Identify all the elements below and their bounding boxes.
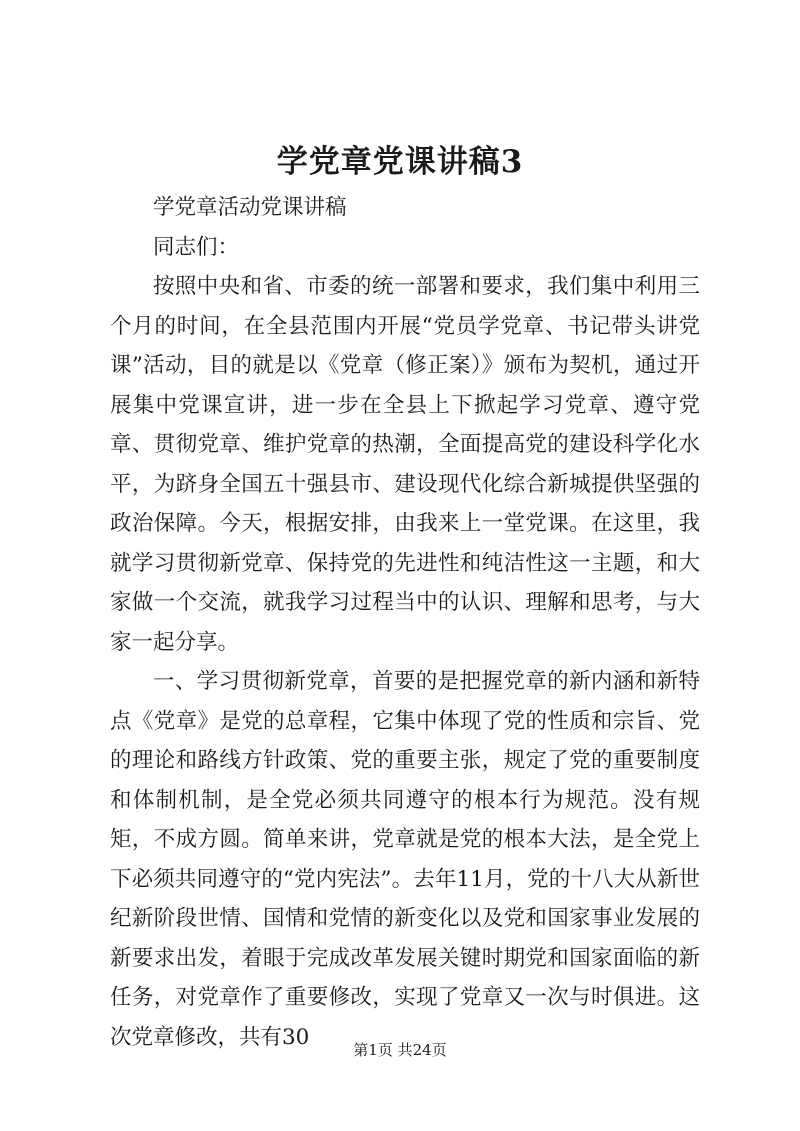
salutation-paragraph: 同志们： — [153, 234, 240, 260]
page-number-footer: 第1页 共24页 — [353, 1041, 447, 1059]
section-one-paragraph: 一、学习贯彻新党章，首要的是把握党章的新内涵和新特点《党章》是党的总章程，它集中体现了党的性质和宗旨、党的理论和路线方针政策、党的重要主张，规定了党的重要制度和体制机制，是全党必须共同遵守的根本行为规范。没有规矩，不成方圆。简单来讲，党章就是党的根本大法，是全党上下必须共同遵守的“党内宪法”。去年11月，党的十八大从新世纪新阶段世情、国情和党情的新变化以及党和国家事业发展的新要求出发，着眼于完成改革发展关键时期党和国家面临的新任务，对党章作了重要修改，实现了党章又一次与时俱进。这次党章修改，共有30 — [110, 669, 700, 1050]
document-title: 学党章党课讲稿3 — [276, 144, 524, 180]
subtitle-paragraph: 学党章活动党课讲稿 — [153, 195, 347, 220]
intro-paragraph: 按照中央和省、市委的统一部署和要求，我们集中利用三个月的时间，在全县范围内开展“党员学党章、书记带头讲党课”活动，目的就是以《党章（修正案）》颁布为契机，通过开展集中党课宣讲，进一步在全县上下掀起学习党章、遵守党章、贯彻党章、维护党章的热潮，全面提高党的建设科学化水平，为跻身全国五十强县市、建设现代化综合新城提供坚强的政治保障。今天，根据安排，由我来上一堂党课。在这里，我就学习贯彻新党章、保持党的先进性和纯洁性这一主题，和大家做一个交流，就我学习过程当中的认识、理解和思考，与大家一起分享。 — [110, 274, 700, 655]
document-body — [110, 188, 700, 1057]
